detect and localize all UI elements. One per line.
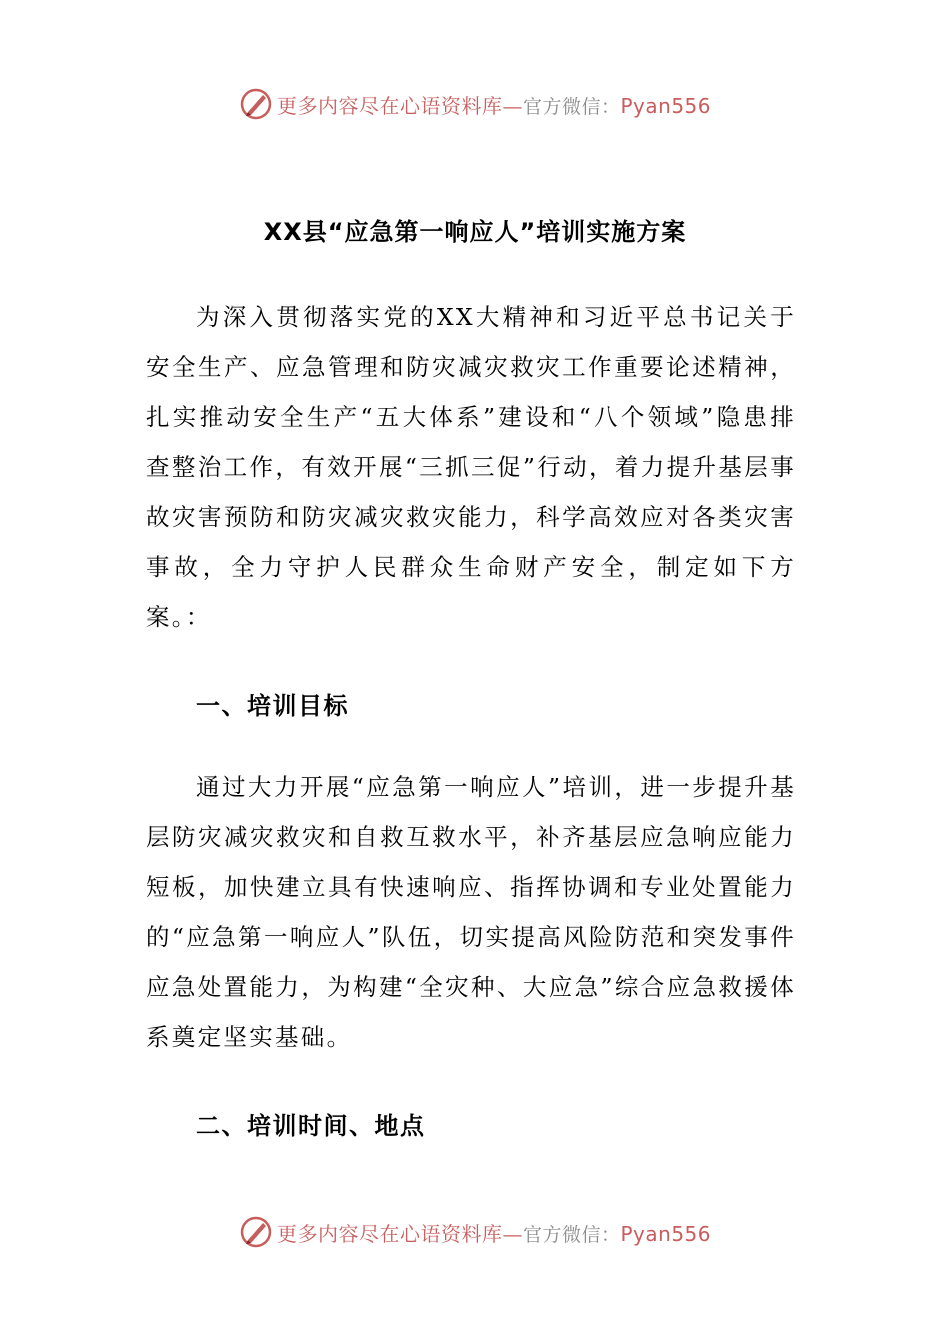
header-watermark-banner: [0, 84, 950, 124]
section-heading-time-location: 二、培训时间、地点: [196, 1112, 426, 1140]
banner-wechat-label: 官方微信：: [522, 95, 621, 118]
section-heading-objectives: 一、培训目标: [196, 692, 349, 720]
banner-wechat-id: Pyan556: [620, 1221, 712, 1246]
banner-text: [277, 1218, 711, 1247]
document-title: XX县“应急第一响应人”培训实施方案: [263, 218, 687, 246]
objectives-paragraph: 通过大力开展“应急第一响应人”培训，进一步提升基层防灾减灾救灾和自救互救水平，补齐基层应急响应能力短板，加快建立具有快速响应、指挥协调和专业处置能力的“应急第一响应人”队伍，切实提高风险防范和突发事件应急处置能力，为构建“全灾种、大应急”综合应急救援体系奠定坚实基础。: [146, 773, 796, 1051]
banner-wechat-id: Pyan556: [620, 93, 712, 118]
banner-text: [277, 90, 711, 119]
pen-logo-icon: [239, 87, 273, 121]
footer-watermark-banner: [0, 1212, 950, 1252]
intro-paragraph: 为深入贯彻落实党的XX大精神和习近平总书记关于安全生产、应急管理和防灾减灾救灾工作重要论述精神，扎实推动安全生产“五大体系”建设和“八个领域”隐患排查整治工作，有效开展“三抓三促”行动，着力提升基层事故灾害预防和防灾减灾救灾能力，科学高效应对各类灾害事故，全力守护人民群众生命财产安全，制定如下方案。：: [146, 303, 796, 631]
pen-logo-icon: [239, 1215, 273, 1249]
banner-main-text: 更多内容尽在心语资料库—: [276, 93, 523, 118]
banner-wechat-label: 官方微信：: [522, 1223, 621, 1246]
banner-main-text: 更多内容尽在心语资料库—: [276, 1221, 523, 1246]
